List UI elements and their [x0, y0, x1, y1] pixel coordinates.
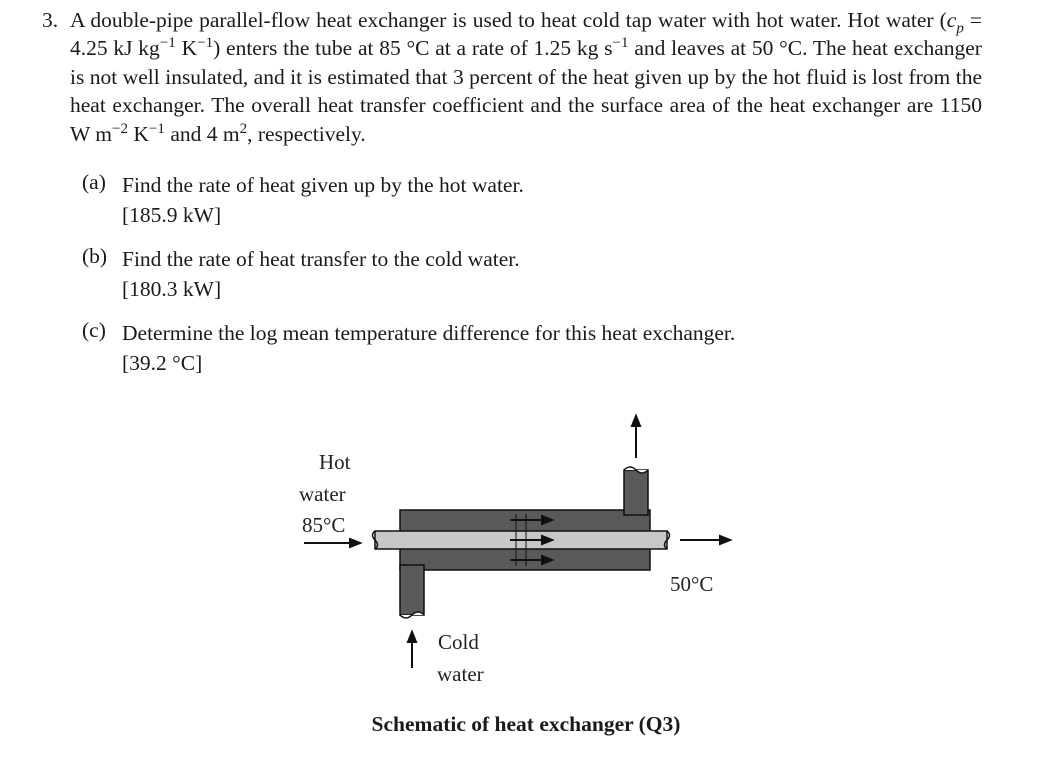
cold-water-label-2: water	[437, 662, 484, 686]
outlet-temp-label: 50°C	[670, 572, 714, 596]
problem-parts	[82, 170, 735, 392]
problem-text: A double-pipe parallel-flow heat exchanger is used to heat cold tap water with hot water. Hot water ($c_p = 4.25$ kJ $kg^{-1}$ $K^{-1}$) enters the tube at 85 °C at a rate of 1.25 kg $s^{-1}$ and leaves at 50 °C. The heat exchanger is not well insulated, and it is estimated that 3 percent of the heat given up by the hot fluid is lost from the heat exchanger. The overall heat transfer coefficient and the surface area of the heat exchanger are 1150 W $m^{-2}$ $K^{-1}$ and 4 $m^2$, respectively.	[70, 8, 982, 146]
heat-exchanger-schematic	[280, 410, 760, 686]
part-a	[82, 170, 735, 230]
part-a-question: Find the rate of heat given up by the hot water.	[122, 173, 524, 197]
problem-number: 3.	[42, 8, 59, 32]
cold-outlet-pipe	[624, 470, 648, 515]
problem-statement	[42, 6, 982, 148]
part-b-answer: [180.3 kW]	[122, 277, 222, 301]
hot-water-label-2: water	[299, 482, 346, 506]
part-c-label: (c)	[82, 318, 106, 342]
cold-water-label-1: Cold	[438, 630, 479, 654]
cold-inlet-pipe	[400, 565, 424, 615]
part-c	[82, 318, 735, 378]
part-b-label: (b)	[82, 244, 108, 268]
part-a-answer: [185.9 kW]	[122, 203, 222, 227]
part-b	[82, 244, 735, 304]
part-c-answer: [39.2 °C]	[122, 351, 203, 375]
hot-water-label-1: Hot	[319, 450, 351, 474]
part-c-question: Determine the log mean temperature difference for this heat exchanger.	[122, 321, 736, 345]
part-b-question: Find the rate of heat transfer to the cold water.	[122, 247, 520, 271]
hot-water-temp-label: 85°C	[302, 513, 346, 537]
schematic-drawing	[280, 410, 760, 670]
part-a-label: (a)	[82, 170, 106, 194]
figure-caption: Schematic of heat exchanger (Q3)	[371, 712, 681, 736]
